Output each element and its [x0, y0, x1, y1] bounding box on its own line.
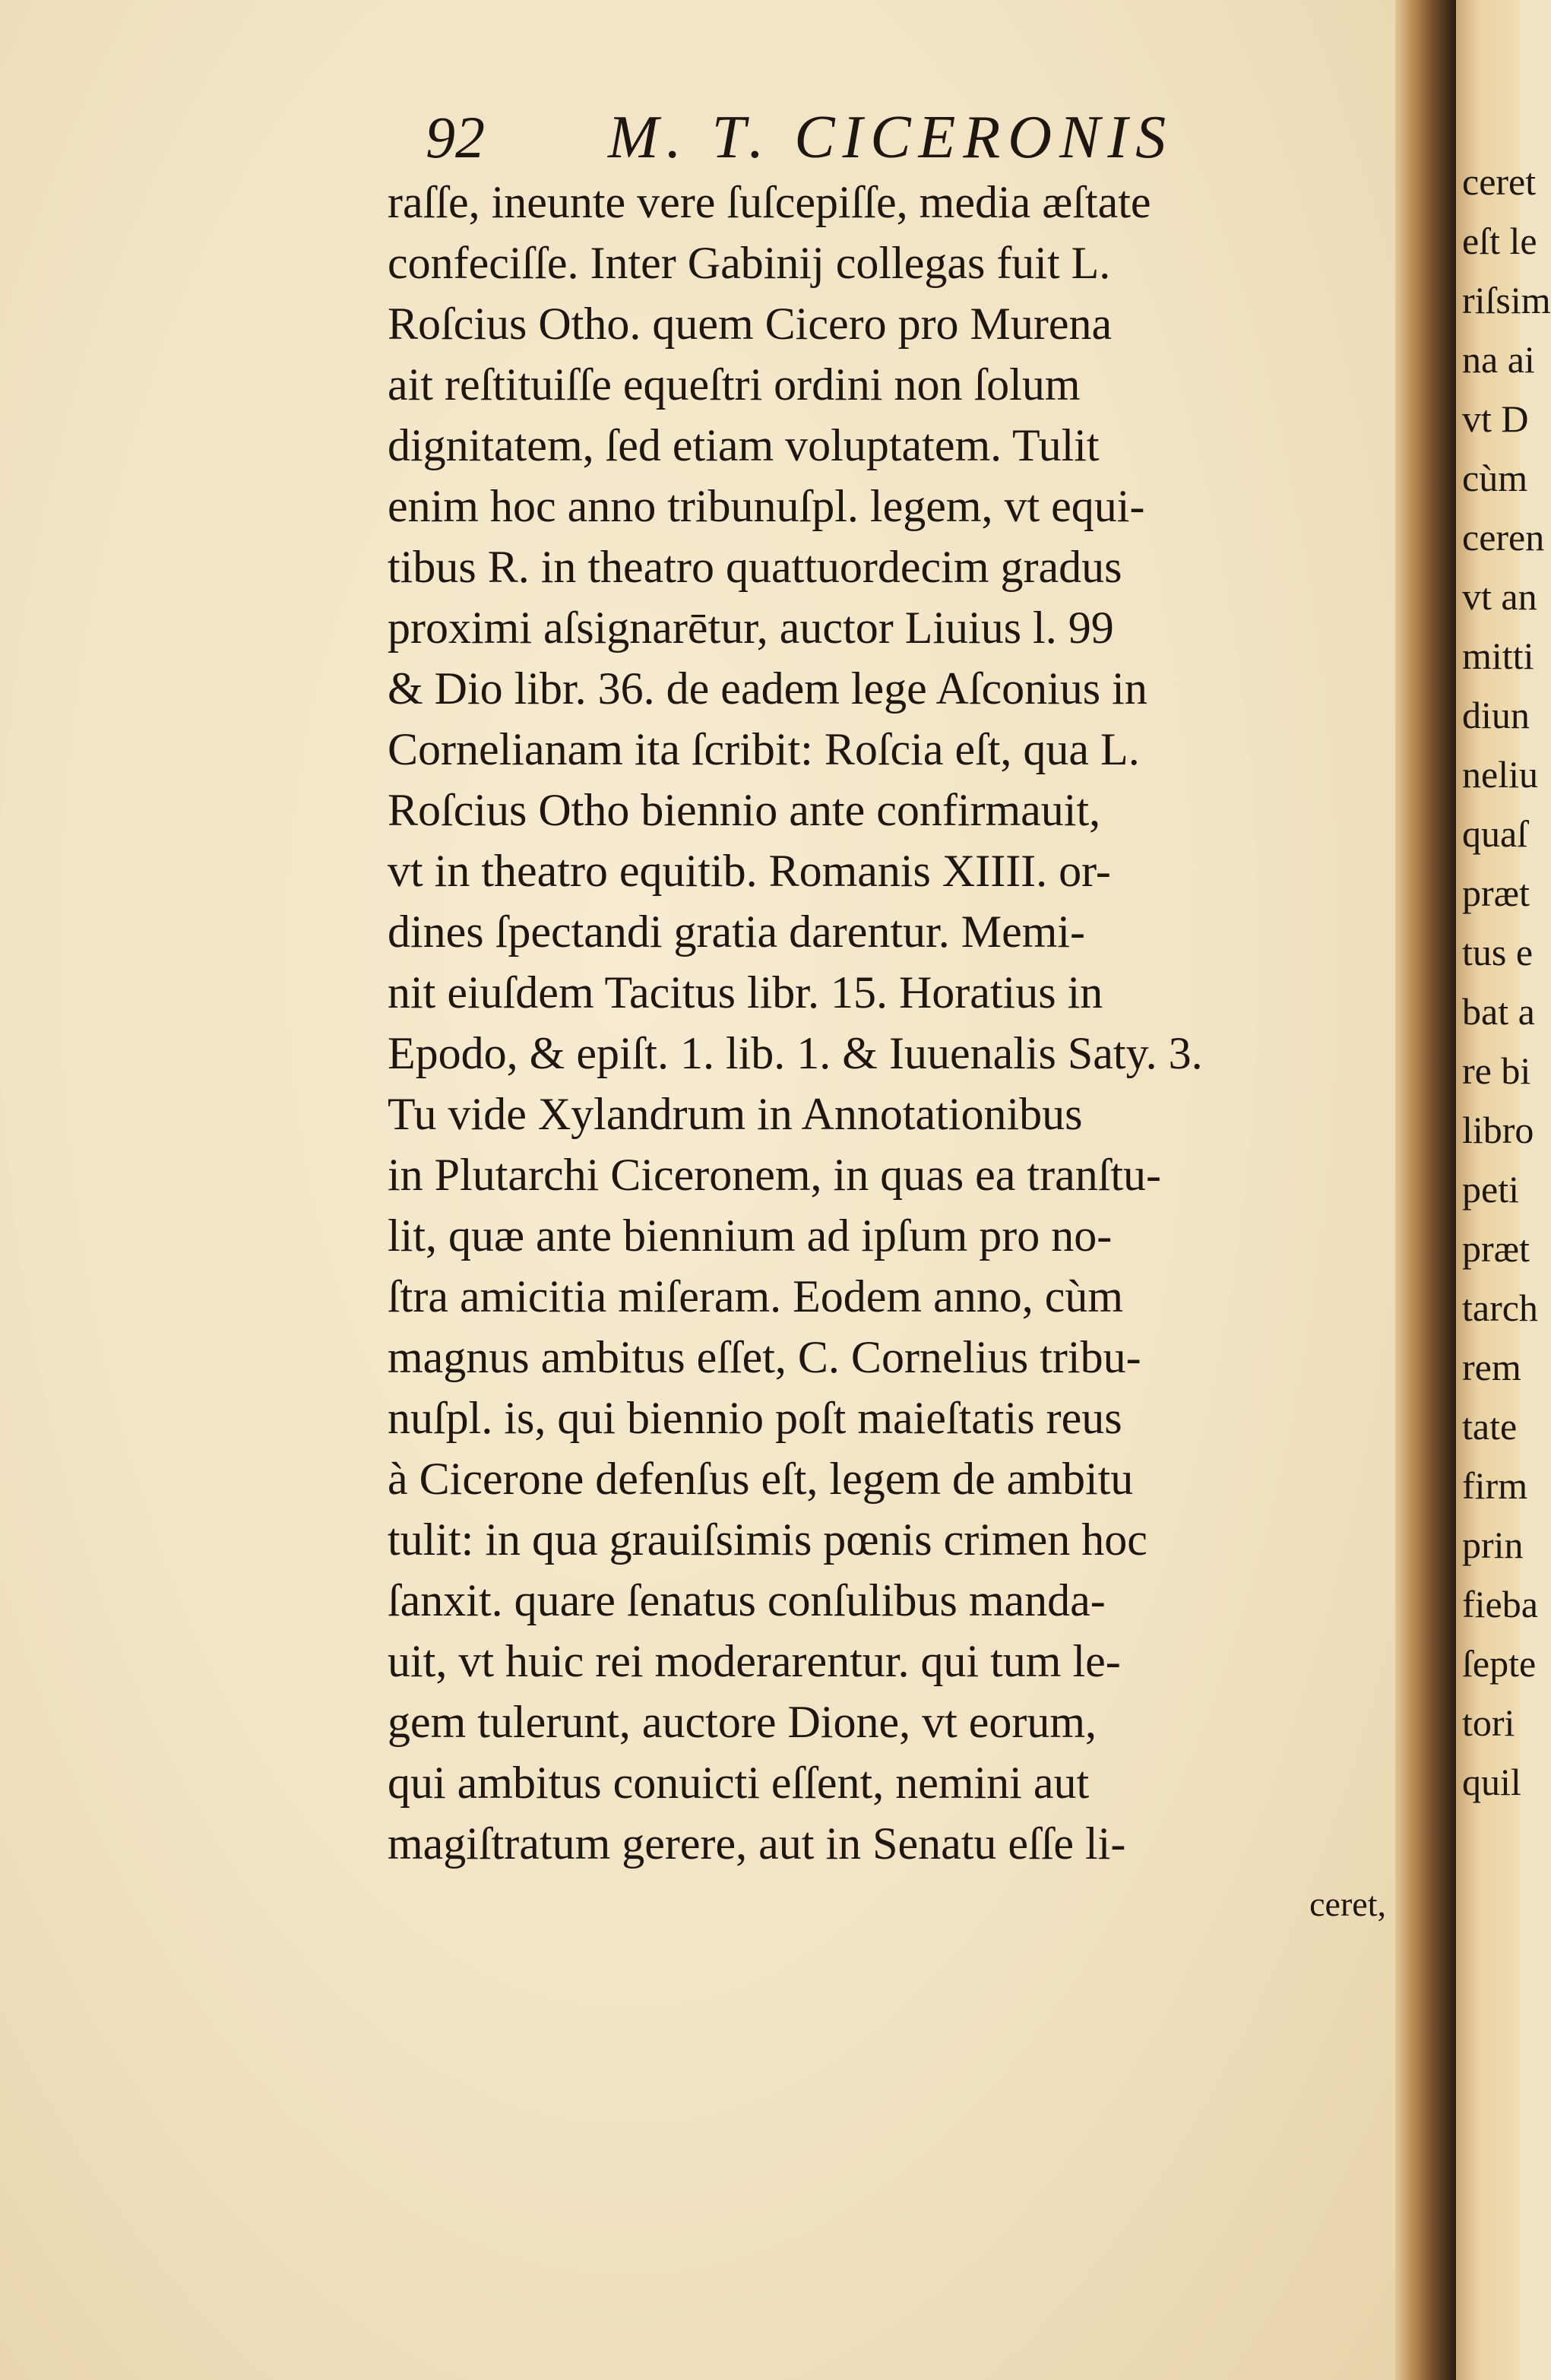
facing-line-fragment: firm [1462, 1464, 1528, 1507]
text-line: Roſcius Otho biennio ante confirmauit, [388, 785, 1101, 835]
facing-line-fragment: ceren [1462, 516, 1545, 559]
facing-line-fragment: eſt le [1462, 220, 1537, 262]
text-line: enim hoc anno tribunuſpl. legem, vt equi- [388, 481, 1145, 531]
text-line: magiſtratum gerere, aut in Senatu eſſe li- [388, 1818, 1126, 1869]
facing-line-fragment: tate [1462, 1405, 1518, 1448]
text-line: Tu vide Xylandrum in Annotationibus [388, 1089, 1083, 1139]
facing-line-fragment: tus e [1462, 931, 1534, 973]
facing-line-fragment: na ai [1462, 338, 1535, 381]
text-line: raſſe, ineunte vere ſuſcepiſſe, media æſtate [388, 177, 1151, 227]
facing-line-fragment: peti [1462, 1168, 1519, 1211]
text-line: Epodo, & epiſt. 1. lib. 1. & Iuuenalis Saty. 3. [388, 1028, 1203, 1078]
text-line: ſtra amicitia miſeram. Eodem anno, cùm [388, 1271, 1123, 1321]
facing-page-edge [1456, 0, 1551, 2380]
text-line: in Plutarchi Ciceronem, in quas ea tranſtu- [388, 1150, 1162, 1200]
text-line: Cornelianam ita ſcribit: Roſcia eſt, qua L. [388, 724, 1140, 774]
facing-line-fragment: præt [1462, 1227, 1530, 1270]
text-line: qui ambitus conuicti eſſent, nemini aut [388, 1758, 1090, 1808]
catchword: ceret, [1309, 1885, 1386, 1923]
text-line: tibus R. in theatro quattuordecim gradus [388, 542, 1122, 592]
text-line: à Cicerone defenſus eſt, legem de ambitu [388, 1454, 1134, 1504]
facing-line-fragment: cùm [1462, 457, 1528, 499]
page-number: 92 [426, 104, 485, 170]
facing-line-fragment: mitti [1462, 635, 1534, 677]
text-line: ſanxit. quare ſenatus conſulibus manda- [388, 1575, 1106, 1625]
text-line: proximi aſsignarētur, auctor Liuius l. 99 [388, 603, 1114, 653]
facing-line-fragment: diun [1462, 694, 1530, 736]
facing-line-fragment: ſepte [1462, 1642, 1537, 1685]
facing-line-fragment: bat a [1462, 990, 1535, 1033]
facing-line-fragment: quaſ [1462, 812, 1528, 855]
text-line: confeciſſe. Inter Gabinij collegas fuit L. [388, 238, 1111, 288]
text-line: lit, quæ ante biennium ad ipſum pro no- [388, 1211, 1113, 1261]
text-line: nuſpl. is, qui biennio poſt maieſtatis reus [388, 1393, 1122, 1443]
text-line: gem tulerunt, auctore Dione, vt eorum, [388, 1697, 1097, 1747]
text-line: & Dio libr. 36. de eadem lege Aſconius in [388, 663, 1147, 714]
text-line: Roſcius Otho. quem Cicero pro Murena [388, 299, 1113, 349]
text-line: tulit: in qua grauiſsimis pœnis crimen hoc [388, 1514, 1147, 1565]
text-block [388, 172, 1395, 1935]
facing-line-fragment: vt an [1462, 575, 1537, 618]
running-head: M. T. CICERONIS [608, 104, 1174, 171]
text-line: magnus ambitus eſſet, C. Cornelius tribu- [388, 1332, 1141, 1382]
facing-line-fragment: tori [1462, 1701, 1515, 1744]
facing-line-fragment: rem [1462, 1346, 1521, 1388]
facing-line-fragment: fieba [1462, 1583, 1538, 1625]
text-line: ait reſtituiſſe equeſtri ordini non ſolum [388, 359, 1081, 410]
facing-line-fragment: re bi [1462, 1049, 1531, 1092]
book-gutter [1395, 0, 1456, 2380]
facing-line-fragment: libro [1462, 1109, 1534, 1151]
facing-line-fragment: ceret [1462, 160, 1537, 203]
text-line: nit eiuſdem Tacitus libr. 15. Horatius in [388, 967, 1103, 1018]
text-line: dines ſpectandi gratia darentur. Memi- [388, 907, 1086, 957]
text-line: vt in theatro equitib. Romanis XIIII. or- [388, 846, 1111, 896]
text-line: uit, vt huic rei moderarentur. qui tum le- [388, 1636, 1121, 1686]
facing-line-fragment: quil [1462, 1761, 1521, 1803]
text-line: dignitatem, ſed etiam voluptatem. Tulit [388, 420, 1100, 470]
facing-line-fragment: prin [1462, 1524, 1524, 1566]
facing-line-fragment: præt [1462, 872, 1530, 914]
facing-line-fragment: vt D [1462, 397, 1529, 440]
facing-line-fragment: neliu [1462, 753, 1538, 796]
facing-line-fragment: riſsim [1462, 279, 1551, 321]
facing-line-fragment: tarch [1462, 1287, 1538, 1329]
